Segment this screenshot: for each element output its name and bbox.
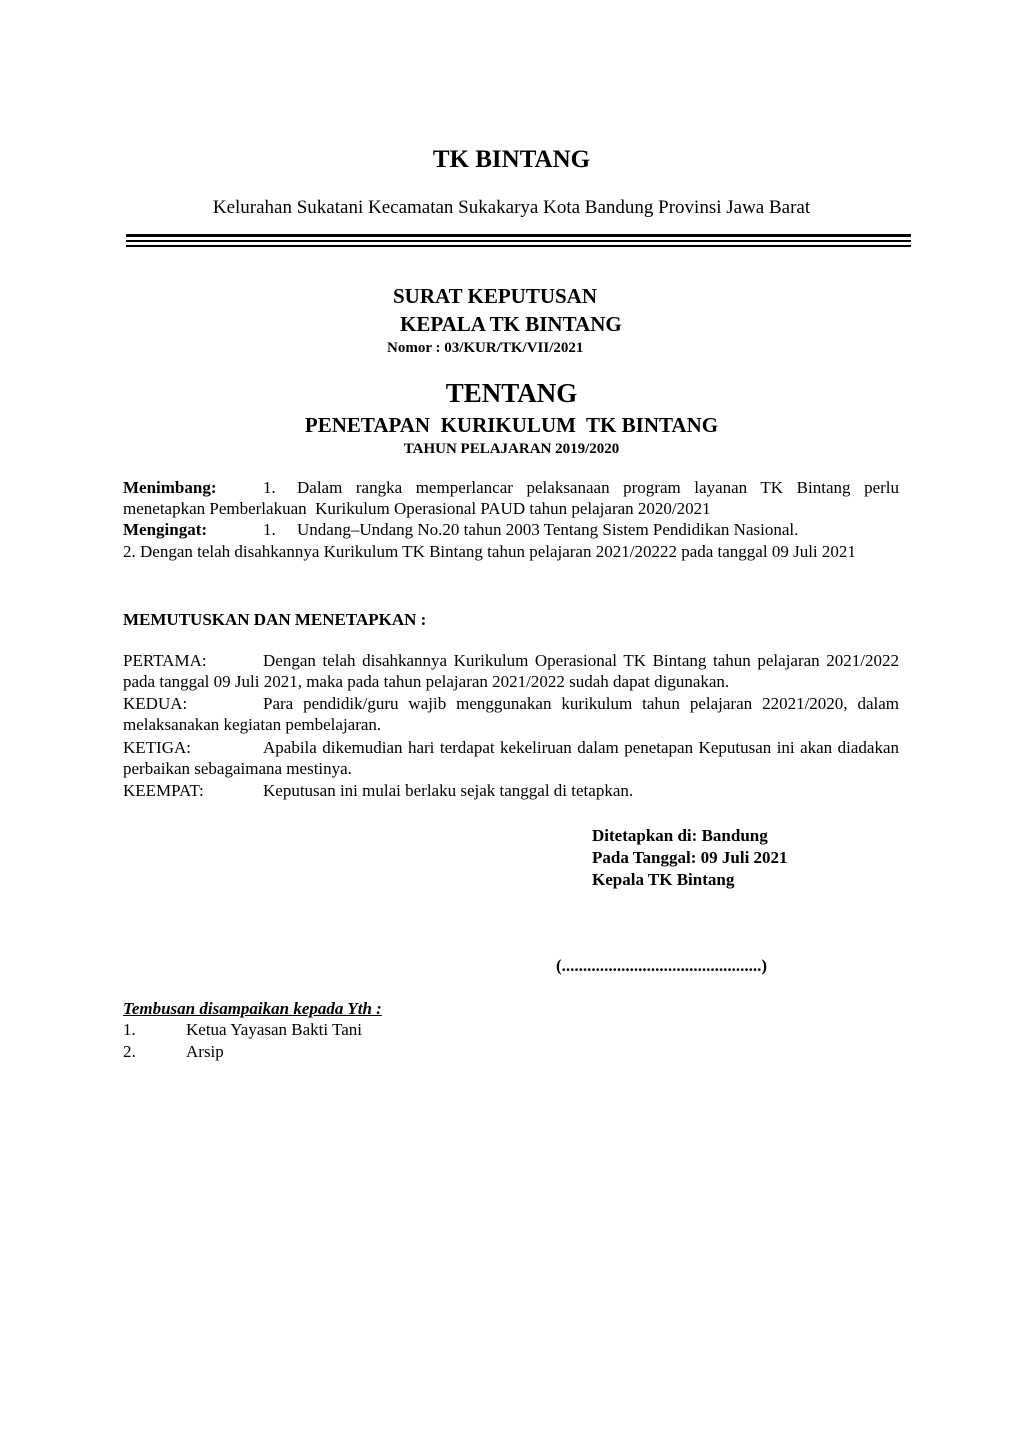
signature-date: Pada Tanggal: 09 Juli 2021 <box>592 848 788 867</box>
mengingat-number: 1. <box>263 520 276 539</box>
org-name: TK BINTANG <box>432 146 591 173</box>
menimbang-number: 1. <box>263 478 276 497</box>
mengingat-paragraph <box>123 519 899 540</box>
mengingat-item-2: 2. Dengan telah disahkannya Kurikulum TK Bintang tahun pelajaran 2021/20222 pada tanggal 09 Juli 2021 <box>123 542 856 561</box>
decree-number: Nomor : 03/KUR/TK/VII/2021 <box>387 340 584 356</box>
header-divider-mid <box>126 240 911 242</box>
decision-item <box>123 780 899 801</box>
copies-item <box>123 1042 224 1062</box>
header-divider-thin <box>126 245 911 247</box>
copies-item-number: 2. <box>123 1042 136 1061</box>
decision-text: Para pendidik/guru wajib menggunakan kurikulum tahun pelajaran 22021/2020, dalam melaksanakan kegiatan pembelajaran. <box>123 694 899 734</box>
decision-label: KEDUA: <box>123 694 188 713</box>
copies-heading: Tembusan disampaikan kepada Yth : <box>123 999 382 1018</box>
signature-block <box>592 825 788 891</box>
about-subject: PENETAPAN KURIKULUM TK BINTANG <box>304 413 719 437</box>
signature-name-line: (...............................................) <box>556 956 768 975</box>
decision-text: Dengan telah disahkannya Kurikulum Operasional TK Bintang tahun pelajaran 2021/2022 pada tanggal 09 Juli 2021, maka pada tahun pelajaran 2021/2022 sudah dapat digunakan. <box>123 651 899 691</box>
decision-heading: MEMUTUSKAN DAN MENETAPKAN : <box>123 610 427 629</box>
signature-place: Ditetapkan di: Bandung <box>592 826 768 845</box>
decision-label: PERTAMA: <box>123 651 207 670</box>
menimbang-label: Menimbang: <box>123 478 217 497</box>
decision-item <box>123 693 899 735</box>
decision-text: Apabila dikemudian hari terdapat kekeliruan dalam penetapan Keputusan ini akan diadakan perbaikan sebagaimana mestinya. <box>123 738 899 778</box>
org-address: Kelurahan Sukatani Kecamatan Sukakarya Kota Bandung Provinsi Jawa Barat <box>212 197 811 218</box>
copies-item <box>123 1020 362 1040</box>
copies-item-number: 1. <box>123 1020 136 1039</box>
about-year: TAHUN PELAJARAN 2019/2020 <box>403 441 620 457</box>
decision-label: KETIGA: <box>123 738 191 757</box>
header-divider-thick <box>126 234 911 237</box>
menimbang-paragraph <box>123 477 904 519</box>
signature-position: Kepala TK Bintang <box>592 870 735 889</box>
about-heading: TENTANG <box>445 378 578 408</box>
mengingat-text: Undang–Undang No.20 tahun 2003 Tentang Sistem Pendidikan Nasional. <box>297 520 799 539</box>
decision-text: Keputusan ini mulai berlaku sejak tanggal di tetapkan. <box>263 781 634 800</box>
copies-item-text: Arsip <box>186 1042 224 1061</box>
decree-title: SURAT KEPUTUSAN <box>393 284 598 308</box>
decision-item <box>123 650 899 692</box>
decree-subtitle: KEPALA TK BINTANG <box>400 312 622 336</box>
decision-item <box>123 737 899 779</box>
copies-item-text: Ketua Yayasan Bakti Tani <box>186 1020 363 1039</box>
decision-label: KEEMPAT: <box>123 781 204 800</box>
menimbang-text: Dalam rangka memperlancar pelaksanaan program layanan TK Bintang perlu menetapkan Pemberlakuan Kurikulum Operasional PAUD tahun pelajaran 2020/2021 <box>123 478 904 518</box>
mengingat-label: Mengingat: <box>123 520 208 539</box>
